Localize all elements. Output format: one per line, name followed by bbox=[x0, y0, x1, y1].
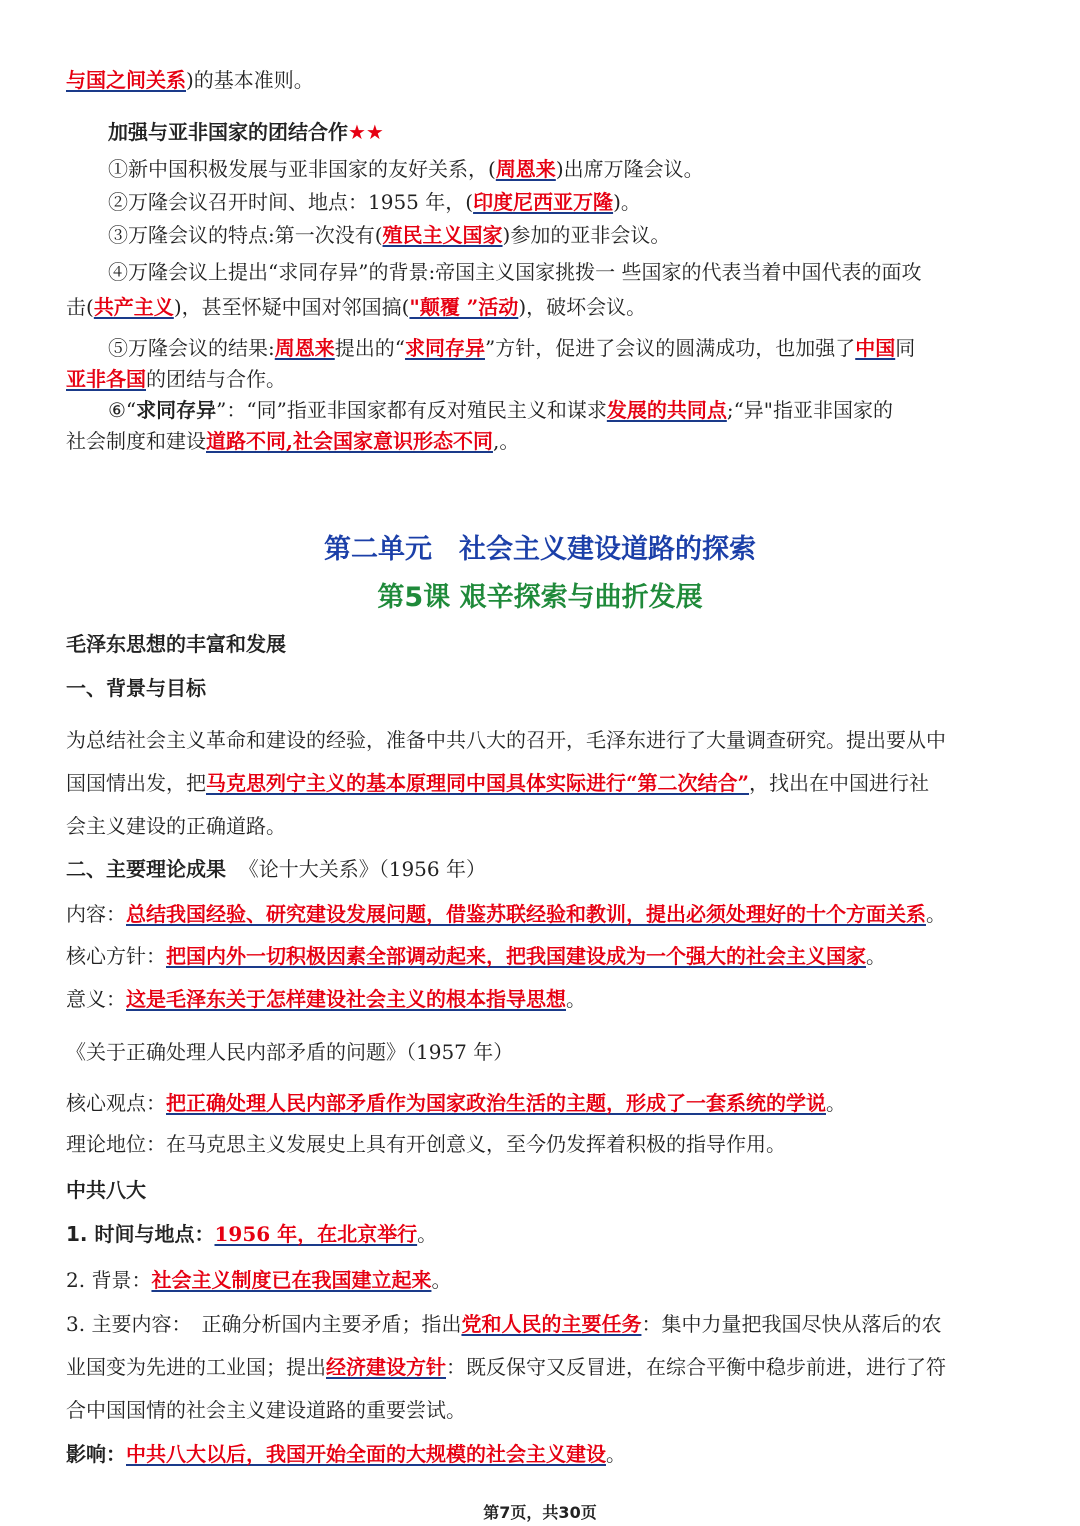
answer-text: 社会主义制度已在我国建立起来 bbox=[151, 1268, 432, 1292]
status-line: 理论地位：在马克思主义发展史上具有开创意义，至今仍发挥着积极的指导作用。 bbox=[66, 1132, 786, 1156]
answer-text: 中共八大以后，我国开始全面的大规模的社会主义建设 bbox=[126, 1442, 606, 1466]
body-text: ”方针，促进了会议的圆满成功，也加强了 bbox=[484, 336, 856, 360]
body-text: ⑤万隆会议的结果: bbox=[108, 336, 275, 360]
content-line bbox=[66, 1353, 1020, 1381]
body-text: 。 bbox=[431, 1268, 452, 1292]
body-text: )。 bbox=[613, 190, 641, 214]
subsection-heading bbox=[66, 855, 1020, 883]
answer-text: 马克思列宁主义的基本原理同中国具体实际进行“第二次结合” bbox=[206, 771, 750, 795]
body-text: ，找出在中国进行社 bbox=[749, 771, 930, 795]
body-text: ：既反保守又反冒进，在综合平衡中稳步前进，进行了符 bbox=[446, 1355, 946, 1379]
answer-text: 周恩来 bbox=[495, 157, 556, 181]
answer-text: 中国 bbox=[855, 336, 896, 360]
body-text: ③万隆会议的特点:第一次没有( bbox=[108, 223, 383, 247]
significance-line bbox=[66, 985, 1020, 1013]
body-text: ⑥“ bbox=[108, 398, 137, 422]
answer-text: 把正确处理人民内部矛盾作为国家政治生活的主题，形成了一套系统的学说 bbox=[166, 1091, 826, 1115]
body-text: 合中国国情的社会主义建设道路的重要尝试。 bbox=[66, 1398, 466, 1422]
heading-text: 二、主要理论成果 bbox=[66, 857, 226, 881]
label-text: 内容： bbox=[66, 902, 126, 926]
label-text: 影响： bbox=[66, 1442, 126, 1466]
body-text: ①新中国积极发展与亚非国家的友好关系，( bbox=[108, 157, 496, 181]
answer-text: 总结我国经验、研究建设发展问题，借鉴苏联经验和教训，提出必须处理好的十个方面关系 bbox=[126, 902, 926, 926]
body-text: 国国情出发，把 bbox=[66, 771, 206, 795]
influence-line bbox=[66, 1440, 1020, 1468]
paragraph-line bbox=[66, 726, 1020, 754]
body-text: ④万隆会议上提出“求同存异”的背景:帝国主义国家挑拨一 些国家的代表当着中国代表的面攻 bbox=[108, 260, 922, 284]
label-text: 1. 时间与地点： bbox=[66, 1222, 215, 1246]
list-item bbox=[108, 221, 1020, 249]
body-text: 。 bbox=[606, 1442, 626, 1466]
page-number: 第7页，共30页 bbox=[483, 1503, 597, 1522]
work-title: 《关于正确处理人民内部矛盾的问题》（1957 年） bbox=[66, 1040, 514, 1064]
list-item bbox=[108, 188, 1020, 216]
text-line bbox=[66, 66, 1020, 94]
answer-text: 与国之间关系 bbox=[66, 68, 186, 92]
body-text: 。 bbox=[417, 1222, 438, 1246]
body-text: )的基本准则。 bbox=[186, 68, 314, 92]
label-text: 意义： bbox=[66, 987, 126, 1011]
body-text: 。 bbox=[566, 987, 586, 1011]
body-text: 。 bbox=[866, 944, 886, 968]
view-line bbox=[66, 1089, 1020, 1117]
body-text: )，破坏会议。 bbox=[518, 295, 647, 319]
time-line bbox=[66, 1220, 1020, 1248]
body-text: ”：“同”指亚非国家都有反对殖民主义和谋求 bbox=[216, 398, 607, 422]
answer-text: 共产主义 bbox=[93, 295, 174, 319]
bold-text: 求同存异 bbox=[136, 398, 217, 422]
answer-text: 把国内外一切积极因素全部调动起来，把我国建设成为一个强大的社会主义国家 bbox=[166, 944, 866, 968]
list-item bbox=[108, 396, 1020, 424]
answer-text: "颠覆 ”活动 bbox=[409, 295, 519, 319]
body-text: )出席万隆会议。 bbox=[555, 157, 704, 181]
content-line bbox=[66, 1310, 1020, 1338]
content-line bbox=[66, 900, 1020, 928]
body-text: 提出的“ bbox=[334, 336, 405, 360]
paragraph-line bbox=[66, 769, 1020, 797]
subsection-heading: 一、背景与目标 bbox=[66, 676, 206, 700]
answer-text: 党和人民的主要任务 bbox=[461, 1312, 642, 1336]
body-text: 3. 主要内容： 正确分析国内主要矛盾；指出 bbox=[66, 1312, 462, 1336]
body-text: ,。 bbox=[492, 429, 520, 453]
list-item bbox=[108, 334, 1020, 362]
answer-text: 求同存异 bbox=[404, 336, 485, 360]
lesson-title: 第5课 艰辛探索与曲折发展 bbox=[377, 582, 703, 613]
label-text: 2. 背景： bbox=[66, 1268, 152, 1292]
body-text: )参加的亚非会议。 bbox=[502, 223, 671, 247]
body-text: ;“异"指亚非国家的 bbox=[726, 398, 894, 422]
body-text: )，甚至怀疑中国对邻国搞( bbox=[173, 295, 410, 319]
answer-text: 这是毛泽东关于怎样建设社会主义的根本指导思想 bbox=[126, 987, 566, 1011]
star-icon: ★★ bbox=[348, 120, 384, 144]
list-item-continued bbox=[66, 365, 1020, 393]
section-heading-afro-asia bbox=[108, 118, 1020, 146]
answer-text: 发展的共同点 bbox=[606, 398, 727, 422]
label-text: 核心方针： bbox=[66, 944, 166, 968]
core-line bbox=[66, 942, 1020, 970]
list-item bbox=[108, 258, 1020, 286]
section-heading-mao: 毛泽东思想的丰富和发展 bbox=[66, 632, 286, 656]
body-text: 。 bbox=[926, 902, 946, 926]
answer-text: 印度尼西亚万隆 bbox=[473, 190, 614, 214]
list-item-continued bbox=[66, 293, 1020, 321]
body-text: 同 bbox=[895, 336, 916, 360]
answer-text: 亚非各国 bbox=[66, 367, 146, 391]
unit-title: 第二单元 社会主义建设道路的探索 bbox=[324, 534, 756, 565]
heading-text: 加强与亚非国家的团结合作 bbox=[108, 120, 348, 144]
answer-text: 1956 年，在北京举行 bbox=[214, 1222, 418, 1246]
answer-text: 道路不同,社会国家意识形态不同 bbox=[206, 429, 493, 453]
body-text: 会主义建设的正确道路。 bbox=[66, 814, 286, 838]
body-text: 为总结社会主义革命和建设的经验，准备中共八大的召开，毛泽东进行了大量调查研究。提出要从中 bbox=[66, 728, 946, 752]
answer-text: 经济建设方针 bbox=[326, 1355, 446, 1379]
list-item-continued bbox=[66, 427, 1020, 455]
body-text: 社会制度和建设 bbox=[66, 429, 206, 453]
answer-text: 殖民主义国家 bbox=[382, 223, 503, 247]
answer-text: 周恩来 bbox=[274, 336, 335, 360]
body-text: ：集中力量把我国尽快从落后的农 bbox=[641, 1312, 942, 1336]
body-text: 。 bbox=[826, 1091, 846, 1115]
section-heading-congress: 中共八大 bbox=[66, 1178, 146, 1202]
work-title: 《论十大关系》（1956 年） bbox=[238, 857, 486, 881]
body-text: 业国变为先进的工业国；提出 bbox=[66, 1355, 326, 1379]
list-item bbox=[108, 155, 1020, 183]
body-text: ②万隆会议召开时间、地点：1955 年，( bbox=[108, 190, 474, 214]
paragraph-line bbox=[66, 812, 1020, 840]
background-line bbox=[66, 1266, 1020, 1294]
label-text: 核心观点： bbox=[66, 1091, 166, 1115]
body-text: 击( bbox=[66, 295, 94, 319]
content-line bbox=[66, 1396, 1020, 1424]
body-text: 的团结与合作。 bbox=[146, 367, 286, 391]
